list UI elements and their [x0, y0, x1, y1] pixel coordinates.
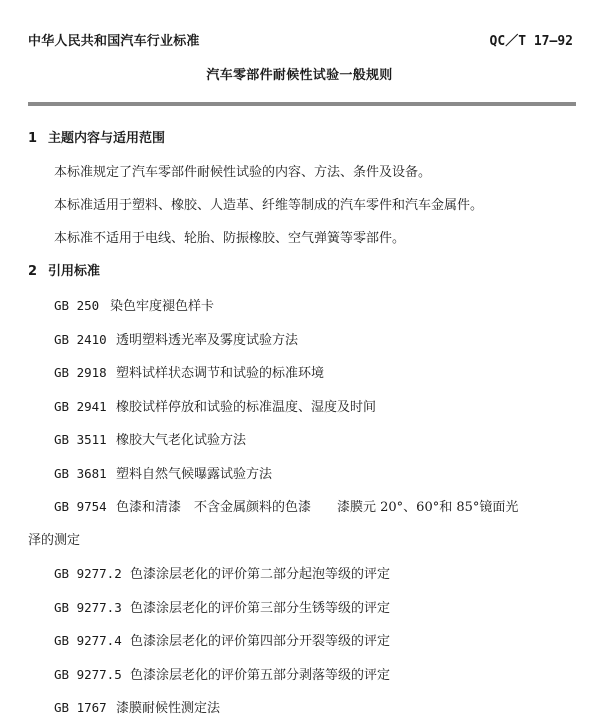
reference-title: 橡胶大气老化试验方法	[116, 433, 247, 448]
reference-title: 塑料试样状态调节和试验的标准环境	[116, 366, 325, 381]
reference-title: 漆膜耐候性测定法	[116, 701, 221, 716]
reference-item	[54, 365, 324, 382]
reference-code: GB 1767	[54, 700, 107, 715]
reference-code: GB 9277.5	[54, 667, 122, 682]
reference-title: 色漆涂层老化的评价第三部分生锈等级的评定	[130, 601, 391, 616]
reference-item	[54, 399, 376, 416]
reference-title-continuation: 泽的测定	[28, 533, 81, 548]
reference-code: GB 2918	[54, 365, 107, 380]
reference-item	[54, 298, 214, 315]
section-1-number: 1	[28, 131, 38, 146]
section-1-heading	[28, 131, 165, 147]
reference-item	[54, 499, 518, 516]
reference-code: GB 9277.4	[54, 633, 122, 648]
reference-code: GB 2410	[54, 332, 107, 347]
reference-item	[54, 700, 220, 717]
reference-title: 色漆和清漆 不含金属颜料的色漆 漆膜元 20°、60°和 85°镜面光	[116, 500, 519, 515]
reference-item	[54, 566, 390, 583]
reference-title: 透明塑料透光率及雾度试验方法	[116, 333, 299, 348]
reference-item	[54, 600, 390, 617]
reference-item	[54, 466, 272, 483]
standard-number: QC／T 17—92	[489, 34, 573, 49]
reference-title: 橡胶试样停放和试验的标准温度、湿度及时间	[116, 400, 377, 415]
reference-title: 染色牢度褪色样卡	[110, 299, 215, 314]
reference-code: GB 2941	[54, 399, 107, 414]
reference-code: GB 9277.3	[54, 600, 122, 615]
reference-title: 塑料自然气候曝露试验方法	[116, 467, 273, 482]
section-2-title: 引用标准	[48, 264, 101, 279]
reference-item	[54, 432, 246, 449]
reference-item	[54, 667, 390, 684]
reference-title: 色漆涂层老化的评价第五部分剥落等级的评定	[130, 668, 391, 683]
reference-title: 色漆涂层老化的评价第二部分起泡等级的评定	[130, 567, 391, 582]
section-2-number: 2	[28, 264, 38, 279]
reference-item	[54, 633, 390, 650]
paragraph: 本标准规定了汽车零部件耐候性试验的内容、方法、条件及设备。	[54, 165, 432, 180]
reference-code: GB 3681	[54, 466, 107, 481]
title-divider	[28, 102, 576, 106]
section-1-title: 主题内容与适用范围	[48, 131, 166, 146]
issuing-body: 中华人民共和国汽车行业标准	[28, 34, 200, 49]
reference-code: GB 9277.2	[54, 566, 122, 581]
section-2-heading	[28, 264, 100, 280]
page-title: 汽车零部件耐候性试验一般规则	[206, 68, 393, 83]
reference-title: 色漆涂层老化的评价第四部分开裂等级的评定	[130, 634, 391, 649]
reference-item	[54, 332, 298, 349]
paragraph: 本标准适用于塑料、橡胶、人造革、纤维等制成的汽车零件和汽车金属件。	[54, 198, 484, 213]
reference-code: GB 250	[54, 298, 100, 313]
reference-code: GB 3511	[54, 432, 107, 447]
paragraph: 本标准不适用于电线、轮胎、防振橡胶、空气弹簧等零部件。	[54, 231, 406, 246]
reference-code: GB 9754	[54, 499, 107, 514]
